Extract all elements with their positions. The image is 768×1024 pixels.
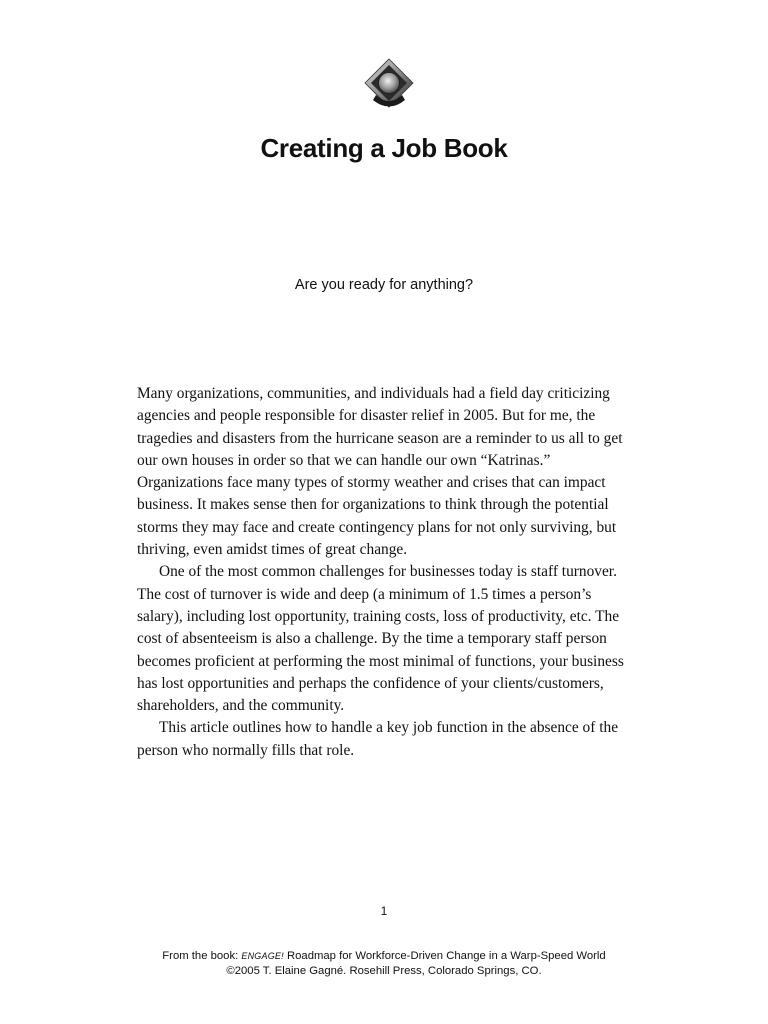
footer-copyright: ©2005 T. Elaine Gagné. Rosehill Press, Colorado Springs, CO. — [226, 965, 542, 977]
footer-prefix: From the book: — [162, 950, 242, 962]
page-title: Creating a Job Book — [260, 133, 508, 163]
article-body — [137, 383, 627, 762]
footer-citation — [0, 949, 768, 979]
footer-book-title-rest: Roadmap for Workforce-Driven Change in a Warp-Speed World — [283, 950, 606, 962]
paragraph: Many organizations, communities, and individuals had a field day criticizing agencies and people responsible for disaster relief in 2005. But for me, the tragedies and disasters from the hurricane season are a reminder to us all to get our own houses in order so that we can handle our own “Katrinas.” Organizations face many types of stormy weather and crises that can impact business. It makes sense then for organizations to think through the potential storms they may face and create contingency plans for not only surviving, but thriving, even amidst times of great change. — [137, 385, 623, 559]
footer-book-title-main: ENGAGE! — [241, 951, 284, 961]
paragraph: One of the most common challenges for businesses today is staff turnover. The cost of turnover is wide and deep (a minimum of 1.5 times a person’s salary), including lost opportunity, training costs, loss of productivity, etc. The cost of absenteeism is also a challenge. By the time a temporary staff person becomes proficient at performing the most minimal of functions, your business has lost opportunities and perhaps the confidence of your clients/customers, shareholders, and the community. — [137, 563, 624, 715]
footer-source-line — [0, 949, 768, 964]
page-number: 1 — [380, 904, 388, 918]
subtitle: Are you ready for anything? — [294, 277, 474, 293]
diamond-emblem-icon — [364, 58, 414, 110]
paragraph: This article outlines how to handle a key job function in the absence of the person who normally fills that role. — [137, 719, 619, 759]
